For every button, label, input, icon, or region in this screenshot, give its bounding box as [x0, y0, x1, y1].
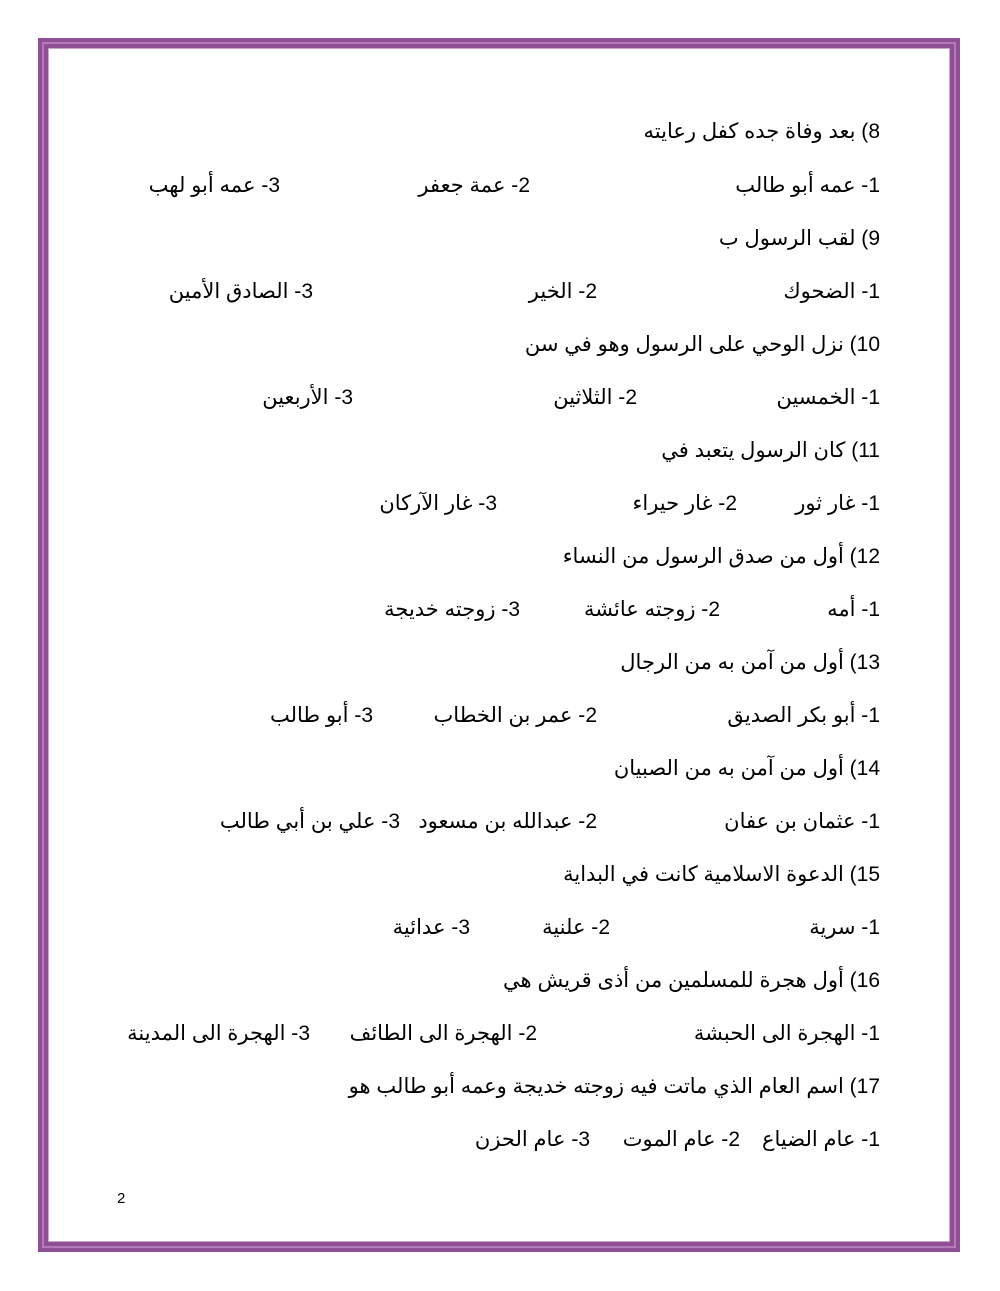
answer-option[interactable]: 1- الهجرة الى الحبشة	[693, 1022, 880, 1045]
answer-option[interactable]: 3- غار الآركان	[379, 492, 497, 515]
answer-option[interactable]: 1- عثمان بن عفان	[724, 810, 880, 833]
answer-option[interactable]: 3- عمه أبو لهب	[148, 174, 280, 197]
answer-options-row	[120, 172, 880, 200]
answer-options-row	[120, 278, 880, 306]
answer-option[interactable]: 2- زوجته عائشة	[584, 598, 720, 621]
answer-options-row	[120, 914, 880, 942]
answer-option[interactable]: 1- الضحوك	[783, 280, 880, 303]
answer-option[interactable]: 2- الخير	[528, 280, 597, 303]
answer-option[interactable]: 1- أبو بكر الصديق	[727, 704, 880, 727]
answer-options-row	[120, 1126, 880, 1154]
answer-options-row	[120, 702, 880, 730]
answer-option[interactable]: 2- غار حيراء	[632, 492, 737, 515]
answer-option[interactable]: 3- الصادق الأمين	[168, 280, 313, 303]
answer-option[interactable]: 1- أمه	[827, 598, 880, 621]
answer-option[interactable]: 2- عمر بن الخطاب	[433, 704, 597, 727]
answer-option[interactable]: 1- عمه أبو طالب	[735, 174, 880, 197]
answer-option[interactable]: 3- أبو طالب	[269, 704, 373, 727]
answer-options-row	[120, 1020, 880, 1048]
answer-options-row	[120, 490, 880, 518]
answer-option[interactable]: 3- علي بن أبي طالب	[219, 810, 400, 833]
answer-option[interactable]: 1- سرية	[809, 916, 880, 939]
question-title: 14) أول من آمن به من الصبيان	[613, 757, 880, 780]
answer-option[interactable]: 3- زوجته خديجة	[384, 598, 520, 621]
answer-option[interactable]: 2- عام الموت	[622, 1128, 740, 1151]
answer-option[interactable]: 2- الثلاثين	[553, 386, 637, 409]
answer-option[interactable]: 2- عبدالله بن مسعود	[418, 810, 597, 833]
answer-option[interactable]: 3- عدائية	[392, 916, 470, 939]
question-title: 12) أول من صدق الرسول من النساء	[562, 545, 880, 568]
answer-options-row	[120, 596, 880, 624]
answer-options-row	[120, 808, 880, 836]
question-title: 8) بعد وفاة جده كفل رعايته	[643, 120, 880, 143]
answer-option[interactable]: 2- عمة جعفر	[418, 174, 530, 197]
answer-option[interactable]: 1- غار ثور	[795, 492, 880, 515]
question-title: 16) أول هجرة للمسلمين من أذى قريش هي	[503, 969, 880, 992]
answer-option[interactable]: 1- عام الضياع	[762, 1128, 880, 1151]
question-title: 10) نزل الوحي على الرسول وهو في سن	[524, 333, 880, 356]
answer-option[interactable]: 3- عام الحزن	[474, 1128, 590, 1151]
answer-option[interactable]: 2- الهجرة الى الطائف	[349, 1022, 537, 1045]
answer-option[interactable]: 3- الأربعين	[262, 386, 353, 409]
answer-option[interactable]: 3- الهجرة الى المدينة	[127, 1022, 310, 1045]
answer-option[interactable]: 2- علنية	[542, 916, 610, 939]
question-title: 13) أول من آمن به من الرجال	[620, 651, 880, 674]
answer-options-row	[120, 384, 880, 412]
question-title: 17) اسم العام الذي ماتت فيه زوجته خديجة وعمه أبو طالب هو	[348, 1075, 880, 1098]
question-title: 15) الدعوة الاسلامية كانت في البداية	[563, 863, 880, 886]
page-number: 2	[117, 1190, 126, 1207]
question-title: 11) كان الرسول يتعبد في	[661, 439, 880, 462]
answer-option[interactable]: 1- الخمسين	[776, 386, 880, 409]
question-title: 9) لقب الرسول ب	[718, 227, 880, 250]
